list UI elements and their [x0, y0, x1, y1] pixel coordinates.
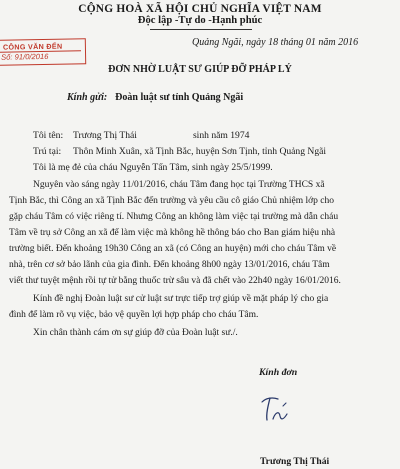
stamp-number: Số: 91/0/2016 — [1, 51, 49, 62]
thanks-line: Xin chân thành cám ơn sự giúp đỡ của Đoàn luật sư./. — [33, 328, 238, 338]
name-value: Trương Thị Thái — [73, 130, 137, 141]
document-title: ĐƠN NHỜ LUẬT SƯ GIÚP ĐỠ PHÁP LÝ — [108, 64, 292, 75]
handwritten-signature — [256, 392, 296, 428]
body-line: Nguyên vào sáng ngày 11/01/2016, cháu Tâm đang học tại Trường THCS xã — [33, 180, 325, 190]
stamp-title: CÔNG VĂN ĐẾN — [2, 41, 63, 52]
address-label: Trú tại: — [33, 146, 62, 157]
address-row — [33, 146, 326, 157]
motto-underline — [150, 29, 252, 30]
body-line: Tịnh Bắc, thì Công an xã Tịnh Bắc đến trường và yêu cầu cô giáo Chủ nhiệm lớp cho — [9, 196, 335, 206]
signer-label: Kính đơn — [259, 367, 298, 378]
body-line: nhà, trên cơ sở bảo lãnh của gia đình. Đến khoảng 8h00 ngày 13/01/2016, cháu Tâm — [9, 260, 330, 270]
body-line: gặp cháu Tâm có việc riêng tí. Nhưng Công an không làm việc tại trường mà dẫn cháu — [9, 212, 339, 222]
request-line: đình để làm rõ vụ việc, bảo vệ quyền lợi hợp pháp cho cháu Tâm. — [9, 310, 259, 320]
signer-name: Trương Thị Thái — [260, 456, 330, 467]
date-line: Quảng Ngãi, ngày 18 tháng 01 năm 2016 — [192, 37, 359, 48]
motto: Độc lập -Tự do -Hạnh phúc — [137, 15, 263, 26]
relation-row: Tôi là mẹ đẻ của cháu Nguyễn Tấn Tâm, sinh ngày 25/5/1999. — [33, 162, 273, 173]
recipient-value: Đoàn luật sư tỉnh Quảng Ngãi — [115, 92, 244, 103]
name-row — [33, 130, 249, 141]
country-header: CỘNG HOÀ XÃ HỘI CHỦ NGHĨA VIỆT NAM — [78, 3, 322, 15]
recipient — [67, 92, 243, 103]
name-label: Tôi tên: — [33, 130, 64, 141]
address-value: Thôn Minh Xuân, xã Tịnh Bắc, huyện Sơn Tịnh, tỉnh Quảng Ngãi — [73, 146, 327, 157]
body-line: Tâm về trụ sở Công an xã để làm việc mà không hề thông báo cho Ban giám hiệu nhà — [9, 228, 336, 238]
received-stamp — [0, 38, 86, 66]
body-line: trường biết. Đến khoảng 19h30 Công an xã (có Công an huyện) mới cho cháu Tâm về — [9, 244, 337, 254]
birth-year: sinh năm 1974 — [192, 130, 250, 141]
body-line: viết thư tuyệt mệnh rồi tự tử bằng thuốc trừ sâu và đã chết vào 22h40 ngày 16/01/2016. — [9, 276, 341, 286]
request-line: Kính đề nghị Đoàn luật sư cử luật sư trực tiếp trợ giúp về mặt pháp lý cho gia — [33, 294, 329, 304]
recipient-label: Kính gửi: — [67, 92, 108, 103]
